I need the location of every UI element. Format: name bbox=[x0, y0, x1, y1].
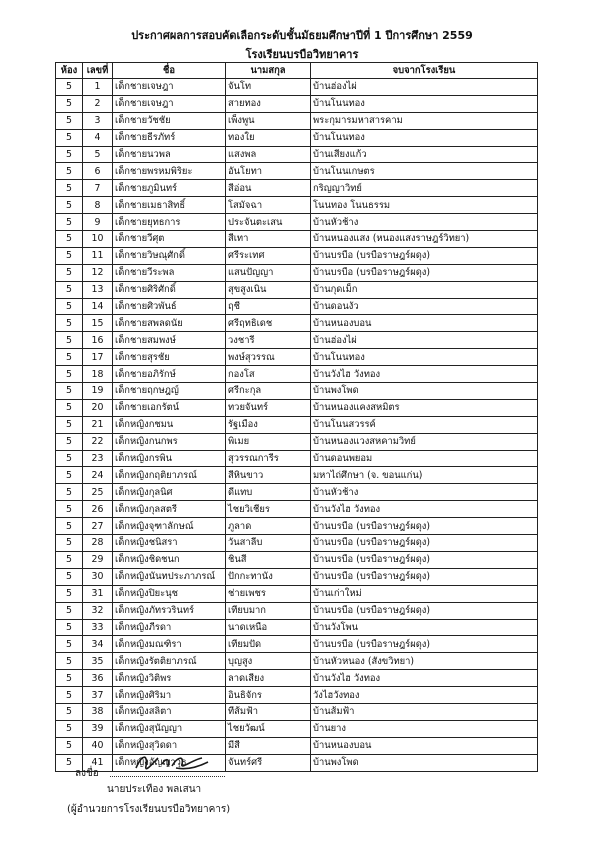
table-row bbox=[56, 518, 538, 535]
last-name-cell: ช่ายเพชร bbox=[226, 585, 311, 602]
room-cell: 5 bbox=[56, 433, 83, 450]
room-cell: 5 bbox=[56, 399, 83, 416]
room-cell: 5 bbox=[56, 467, 83, 484]
previous-school-cell: บ้านเสียงแก้ว bbox=[311, 146, 538, 163]
last-name-cell: สีหินขาว bbox=[226, 467, 311, 484]
number-cell: 30 bbox=[83, 568, 113, 585]
room-cell: 5 bbox=[56, 720, 83, 737]
number-cell: 33 bbox=[83, 619, 113, 636]
room-cell: 5 bbox=[56, 146, 83, 163]
first-name-cell: เด็กชายวีศุต bbox=[113, 231, 226, 248]
first-name-cell: เด็กหญิงปิยะนุช bbox=[113, 585, 226, 602]
table-row bbox=[56, 79, 538, 96]
first-name-cell: เด็กหญิงกุลนิศ bbox=[113, 484, 226, 501]
signature-line bbox=[110, 776, 225, 777]
number-cell: 26 bbox=[83, 501, 113, 518]
last-name-cell: สีอ่อน bbox=[226, 180, 311, 197]
number-cell: 4 bbox=[83, 129, 113, 146]
signer-name: นายประเทือง พลเสนา bbox=[107, 784, 202, 795]
last-name-cell: พิเมย bbox=[226, 433, 311, 450]
room-cell: 5 bbox=[56, 602, 83, 619]
room-cell: 5 bbox=[56, 79, 83, 96]
number-cell: 11 bbox=[83, 247, 113, 264]
first-name-cell: เด็กชายเจษฎา bbox=[113, 95, 226, 112]
first-name-cell: เด็กชายเอกรัตน์ bbox=[113, 399, 226, 416]
last-name-cell: แสงพล bbox=[226, 146, 311, 163]
previous-school-cell: บ้านกุดเม็ก bbox=[311, 281, 538, 298]
room-cell: 5 bbox=[56, 129, 83, 146]
number-cell: 34 bbox=[83, 636, 113, 653]
table-row bbox=[56, 568, 538, 585]
first-name-cell: เด็กหญิงสุวิดดา bbox=[113, 737, 226, 754]
table-row bbox=[56, 703, 538, 720]
room-cell: 5 bbox=[56, 214, 83, 231]
number-cell: 12 bbox=[83, 264, 113, 281]
number-cell: 8 bbox=[83, 197, 113, 214]
number-cell: 31 bbox=[83, 585, 113, 602]
previous-school-cell: บ้านโนนทอง bbox=[311, 129, 538, 146]
previous-school-cell: บ้านบรบือ (บรบือราษฎร์ผดุง) bbox=[311, 264, 538, 281]
last-name-cell: ฤชี bbox=[226, 298, 311, 315]
number-cell: 38 bbox=[83, 703, 113, 720]
table-row bbox=[56, 95, 538, 112]
previous-school-cell: บ้านบรบือ (บรบือราษฎร์ผดุง) bbox=[311, 568, 538, 585]
table-row bbox=[56, 112, 538, 129]
previous-school-cell: บ้านวังไฮ วังทอง bbox=[311, 670, 538, 687]
number-cell: 24 bbox=[83, 467, 113, 484]
room-cell: 5 bbox=[56, 366, 83, 383]
room-cell: 5 bbox=[56, 754, 83, 771]
last-name-cell: ชินสี bbox=[226, 551, 311, 568]
room-cell: 5 bbox=[56, 95, 83, 112]
table-row bbox=[56, 197, 538, 214]
previous-school-cell: วังไฮวังทอง bbox=[311, 687, 538, 704]
table-row bbox=[56, 231, 538, 248]
first-name-cell: เด็กชายศิริศักดิ์ bbox=[113, 281, 226, 298]
room-cell: 5 bbox=[56, 197, 83, 214]
table-row bbox=[56, 720, 538, 737]
number-cell: 35 bbox=[83, 653, 113, 670]
previous-school-cell: บ้านเก่าใหม่ bbox=[311, 585, 538, 602]
previous-school-cell: บ้านหัวช้าง bbox=[311, 484, 538, 501]
previous-school-cell: บ้านโนนทอง bbox=[311, 95, 538, 112]
table-row bbox=[56, 670, 538, 687]
first-name-cell: เด็กชายเจษฎา bbox=[113, 79, 226, 96]
table-row bbox=[56, 416, 538, 433]
first-name-cell: เด็กชายสุรชัย bbox=[113, 349, 226, 366]
last-name-cell: จันทร์ศรี bbox=[226, 754, 311, 771]
last-name-cell: ดีแทบ bbox=[226, 484, 311, 501]
room-cell: 5 bbox=[56, 315, 83, 332]
last-name-cell: จันโท bbox=[226, 79, 311, 96]
previous-school-cell: บ้านหนองบอน bbox=[311, 315, 538, 332]
room-cell: 5 bbox=[56, 247, 83, 264]
last-name-cell: ศรีระเทศ bbox=[226, 247, 311, 264]
room-cell: 5 bbox=[56, 636, 83, 653]
previous-school-cell: บ้านหัวช้าง bbox=[311, 214, 538, 231]
previous-school-cell: พระกุมารมหาสารคาม bbox=[311, 112, 538, 129]
last-name-cell: บุญสูง bbox=[226, 653, 311, 670]
first-name-cell: เด็กชายศิวพันธ์ bbox=[113, 298, 226, 315]
school-name: โรงเรียนบรบือวิทยาคาร bbox=[245, 48, 359, 61]
handwritten-signature bbox=[132, 750, 212, 776]
room-cell: 5 bbox=[56, 670, 83, 687]
previous-school-cell: บ้านหนองแวงสหคามวิทย์ bbox=[311, 433, 538, 450]
previous-school-cell: บ้านดอนงัว bbox=[311, 298, 538, 315]
table-row bbox=[56, 585, 538, 602]
first-name-cell: เด็กชายธีรภัทร์ bbox=[113, 129, 226, 146]
first-name-cell: เด็กหญิงอัญญาวุธ bbox=[113, 754, 226, 771]
number-cell: 32 bbox=[83, 602, 113, 619]
previous-school-cell: บ้านวังไฮ วังทอง bbox=[311, 366, 538, 383]
results-table bbox=[55, 62, 538, 772]
previous-school-cell: มหาไถ่ศึกษา (จ. ขอนแก่น) bbox=[311, 467, 538, 484]
previous-school-cell: บ้านดอนพยอม bbox=[311, 450, 538, 467]
last-name-cell: ทีส้มฟ้า bbox=[226, 703, 311, 720]
room-cell: 5 bbox=[56, 737, 83, 754]
last-name-cell: สายทอง bbox=[226, 95, 311, 112]
first-name-cell: เด็กชายภูมินทร์ bbox=[113, 180, 226, 197]
previous-school-cell: บ้านหนองบอน bbox=[311, 737, 538, 754]
room-cell: 5 bbox=[56, 450, 83, 467]
number-cell: 39 bbox=[83, 720, 113, 737]
first-name-cell: เด็กหญิงสลิตา bbox=[113, 703, 226, 720]
first-name-cell: เด็กชายสมพงษ์ bbox=[113, 332, 226, 349]
table-row bbox=[56, 399, 538, 416]
room-cell: 5 bbox=[56, 180, 83, 197]
first-name-cell: เด็กหญิงรัตติยาภรณ์ bbox=[113, 653, 226, 670]
table-row bbox=[56, 146, 538, 163]
first-name-cell: เด็กหญิงชิดชนก bbox=[113, 551, 226, 568]
first-name-cell: เด็กหญิงศิริมา bbox=[113, 687, 226, 704]
first-name-cell: เด็กหญิงมณฑิรา bbox=[113, 636, 226, 653]
number-cell: 41 bbox=[83, 754, 113, 771]
table-row bbox=[56, 653, 538, 670]
last-name-cell: อันโยทา bbox=[226, 163, 311, 180]
number-cell: 21 bbox=[83, 416, 113, 433]
table-header-row bbox=[56, 63, 538, 79]
room-cell: 5 bbox=[56, 231, 83, 248]
number-cell: 18 bbox=[83, 366, 113, 383]
first-name-cell: เด็กหญิงจุฑาลักษณ์ bbox=[113, 518, 226, 535]
first-name-cell: เด็กชายวีระพล bbox=[113, 264, 226, 281]
first-name-cell: เด็กชายวิษณุศักดิ์ bbox=[113, 247, 226, 264]
column-header-number: เลขที่ bbox=[83, 63, 113, 79]
table-row bbox=[56, 315, 538, 332]
room-cell: 5 bbox=[56, 383, 83, 400]
previous-school-cell: บ้านส้มฟ้า bbox=[311, 703, 538, 720]
last-name-cell: ไชยวัฒน์ bbox=[226, 720, 311, 737]
number-cell: 29 bbox=[83, 551, 113, 568]
room-cell: 5 bbox=[56, 703, 83, 720]
last-name-cell: ศรีฤทธิเดช bbox=[226, 315, 311, 332]
previous-school-cell: บ้านพงโพด bbox=[311, 754, 538, 771]
table-row bbox=[56, 754, 538, 771]
first-name-cell: เด็กชายอภิรักษ์ bbox=[113, 366, 226, 383]
number-cell: 25 bbox=[83, 484, 113, 501]
table-row bbox=[56, 450, 538, 467]
last-name-cell: ลาดเสียง bbox=[226, 670, 311, 687]
number-cell: 3 bbox=[83, 112, 113, 129]
number-cell: 20 bbox=[83, 399, 113, 416]
last-name-cell: วงชารี bbox=[226, 332, 311, 349]
column-header-last-name: นามสกุล bbox=[226, 63, 311, 79]
number-cell: 22 bbox=[83, 433, 113, 450]
number-cell: 40 bbox=[83, 737, 113, 754]
room-cell: 5 bbox=[56, 264, 83, 281]
table-row bbox=[56, 433, 538, 450]
previous-school-cell: บ้านบรบือ (บรบือราษฎร์ผดุง) bbox=[311, 535, 538, 552]
room-cell: 5 bbox=[56, 518, 83, 535]
number-cell: 37 bbox=[83, 687, 113, 704]
page-title: ประกาศผลการสอบคัดเลือกระดับชั้นมัธยมศึกษาปีที่ 1 ปีการศึกษา 2559 bbox=[131, 29, 473, 42]
last-name-cell: ปักกะทานัง bbox=[226, 568, 311, 585]
last-name-cell: สุขสูงเนิน bbox=[226, 281, 311, 298]
last-name-cell: รัฐเมือง bbox=[226, 416, 311, 433]
table-row bbox=[56, 383, 538, 400]
number-cell: 10 bbox=[83, 231, 113, 248]
previous-school-cell: บ้านโนนเกษตร bbox=[311, 163, 538, 180]
room-cell: 5 bbox=[56, 653, 83, 670]
last-name-cell: กองโส bbox=[226, 366, 311, 383]
previous-school-cell: บ้านวังโพน bbox=[311, 619, 538, 636]
previous-school-cell: บ้านหัวหนอง (สังขวิทยา) bbox=[311, 653, 538, 670]
last-name-cell: นาดเหนือ bbox=[226, 619, 311, 636]
table-row bbox=[56, 687, 538, 704]
table-row bbox=[56, 163, 538, 180]
table-row bbox=[56, 636, 538, 653]
table-row bbox=[56, 551, 538, 568]
first-name-cell: เด็กชายเมธาสิทธิ์ bbox=[113, 197, 226, 214]
previous-school-cell: โนนทอง โนนธรรม bbox=[311, 197, 538, 214]
number-cell: 9 bbox=[83, 214, 113, 231]
number-cell: 13 bbox=[83, 281, 113, 298]
previous-school-cell: บ้านบรบือ (บรบือราษฎร์ผดุง) bbox=[311, 636, 538, 653]
previous-school-cell: บ้านบรบือ (บรบือราษฎร์ผดุง) bbox=[311, 518, 538, 535]
last-name-cell: เทียบมาก bbox=[226, 602, 311, 619]
last-name-cell: ทวยจันทร์ bbox=[226, 399, 311, 416]
last-name-cell: ศรีกะกุล bbox=[226, 383, 311, 400]
number-cell: 7 bbox=[83, 180, 113, 197]
previous-school-cell: บ้านพงโพด bbox=[311, 383, 538, 400]
room-cell: 5 bbox=[56, 687, 83, 704]
number-cell: 28 bbox=[83, 535, 113, 552]
signature-label: ลงชื่อ bbox=[75, 768, 99, 779]
room-cell: 5 bbox=[56, 298, 83, 315]
first-name-cell: เด็กหญิงชนิสรา bbox=[113, 535, 226, 552]
number-cell: 27 bbox=[83, 518, 113, 535]
previous-school-cell: บ้านฮ่องไผ่ bbox=[311, 332, 538, 349]
last-name-cell: ประจันตะเสน bbox=[226, 214, 311, 231]
last-name-cell: โสมัจฉา bbox=[226, 197, 311, 214]
first-name-cell: เด็กชายฤกษฎญ์ bbox=[113, 383, 226, 400]
table-row bbox=[56, 484, 538, 501]
first-name-cell: เด็กหญิงกชมน bbox=[113, 416, 226, 433]
first-name-cell: เด็กหญิงสุนัญญา bbox=[113, 720, 226, 737]
table-row bbox=[56, 501, 538, 518]
first-name-cell: เด็กชายพรหมพิริยะ bbox=[113, 163, 226, 180]
last-name-cell: ทองใย bbox=[226, 129, 311, 146]
table-row bbox=[56, 247, 538, 264]
last-name-cell: แสนปัญญา bbox=[226, 264, 311, 281]
room-cell: 5 bbox=[56, 619, 83, 636]
first-name-cell: เด็กชายยุทธการ bbox=[113, 214, 226, 231]
previous-school-cell: บ้านฮ่องไผ่ bbox=[311, 79, 538, 96]
room-cell: 5 bbox=[56, 568, 83, 585]
last-name-cell: สีเทา bbox=[226, 231, 311, 248]
number-cell: 14 bbox=[83, 298, 113, 315]
first-name-cell: เด็กหญิงวิติพร bbox=[113, 670, 226, 687]
table-row bbox=[56, 467, 538, 484]
last-name-cell: ไชยวิเชียร bbox=[226, 501, 311, 518]
room-cell: 5 bbox=[56, 281, 83, 298]
table-row bbox=[56, 129, 538, 146]
column-header-first-name: ชื่อ bbox=[113, 63, 226, 79]
last-name-cell: ภูลาด bbox=[226, 518, 311, 535]
room-cell: 5 bbox=[56, 501, 83, 518]
room-cell: 5 bbox=[56, 551, 83, 568]
number-cell: 15 bbox=[83, 315, 113, 332]
table-row bbox=[56, 180, 538, 197]
previous-school-cell: บ้านวังไฮ วังทอง bbox=[311, 501, 538, 518]
number-cell: 5 bbox=[83, 146, 113, 163]
room-cell: 5 bbox=[56, 112, 83, 129]
previous-school-cell: บ้านบรบือ (บรบือราษฎร์ผดุง) bbox=[311, 602, 538, 619]
number-cell: 17 bbox=[83, 349, 113, 366]
number-cell: 36 bbox=[83, 670, 113, 687]
room-cell: 5 bbox=[56, 484, 83, 501]
last-name-cell: เพ็งพูน bbox=[226, 112, 311, 129]
previous-school-cell: บ้านโนนสวรรค์ bbox=[311, 416, 538, 433]
first-name-cell: เด็กหญิงกรพิน bbox=[113, 450, 226, 467]
last-name-cell: อินธิจักร bbox=[226, 687, 311, 704]
room-cell: 5 bbox=[56, 585, 83, 602]
previous-school-cell: บ้านยาง bbox=[311, 720, 538, 737]
table-row bbox=[56, 535, 538, 552]
first-name-cell: เด็กชายนวพล bbox=[113, 146, 226, 163]
column-header-room: ห้อง bbox=[56, 63, 83, 79]
last-name-cell: เทียมปัด bbox=[226, 636, 311, 653]
first-name-cell: เด็กหญิงภัทรวรินทร์ bbox=[113, 602, 226, 619]
last-name-cell: มีสี bbox=[226, 737, 311, 754]
previous-school-cell: บ้านโนนทอง bbox=[311, 349, 538, 366]
first-name-cell: เด็กหญิงกฤติยาภรณ์ bbox=[113, 467, 226, 484]
last-name-cell: พงษ์สุวรรณ bbox=[226, 349, 311, 366]
first-name-cell: เด็กหญิงภีรดา bbox=[113, 619, 226, 636]
table-row bbox=[56, 298, 538, 315]
number-cell: 23 bbox=[83, 450, 113, 467]
table-row bbox=[56, 332, 538, 349]
room-cell: 5 bbox=[56, 535, 83, 552]
previous-school-cell: บ้านบรบือ (บรบือราษฎร์ผดุง) bbox=[311, 247, 538, 264]
room-cell: 5 bbox=[56, 163, 83, 180]
first-name-cell: เด็กชายวัชชัย bbox=[113, 112, 226, 129]
table-body bbox=[56, 79, 538, 772]
first-name-cell: เด็กหญิงกุลสตรี bbox=[113, 501, 226, 518]
table-row bbox=[56, 264, 538, 281]
table-row bbox=[56, 214, 538, 231]
number-cell: 16 bbox=[83, 332, 113, 349]
number-cell: 1 bbox=[83, 79, 113, 96]
table-row bbox=[56, 366, 538, 383]
table-row bbox=[56, 349, 538, 366]
room-cell: 5 bbox=[56, 349, 83, 366]
first-name-cell: เด็กหญิงนันทประภาภรณ์ bbox=[113, 568, 226, 585]
first-name-cell: เด็กชายสพลดนัย bbox=[113, 315, 226, 332]
previous-school-cell: บ้านบรบือ (บรบือราษฎร์ผดุง) bbox=[311, 551, 538, 568]
column-header-previous-school: จบจากโรงเรียน bbox=[311, 63, 538, 79]
previous-school-cell: กริญญาวิทย์ bbox=[311, 180, 538, 197]
number-cell: 2 bbox=[83, 95, 113, 112]
number-cell: 6 bbox=[83, 163, 113, 180]
previous-school-cell: บ้านหนองแคงสหมิตร bbox=[311, 399, 538, 416]
table-row bbox=[56, 737, 538, 754]
signer-position: (ผู้อำนวยการโรงเรียนบรบือวิทยาคาร) bbox=[67, 804, 231, 815]
room-cell: 5 bbox=[56, 332, 83, 349]
last-name-cell: วันสาลีบ bbox=[226, 535, 311, 552]
table-row bbox=[56, 602, 538, 619]
last-name-cell: สุวรรณการีร bbox=[226, 450, 311, 467]
room-cell: 5 bbox=[56, 416, 83, 433]
first-name-cell: เด็กหญิงกนกพร bbox=[113, 433, 226, 450]
previous-school-cell: บ้านหนองแสง (หนองแสงราษฎร์วิทยา) bbox=[311, 231, 538, 248]
table-row bbox=[56, 619, 538, 636]
number-cell: 19 bbox=[83, 383, 113, 400]
table-row bbox=[56, 281, 538, 298]
